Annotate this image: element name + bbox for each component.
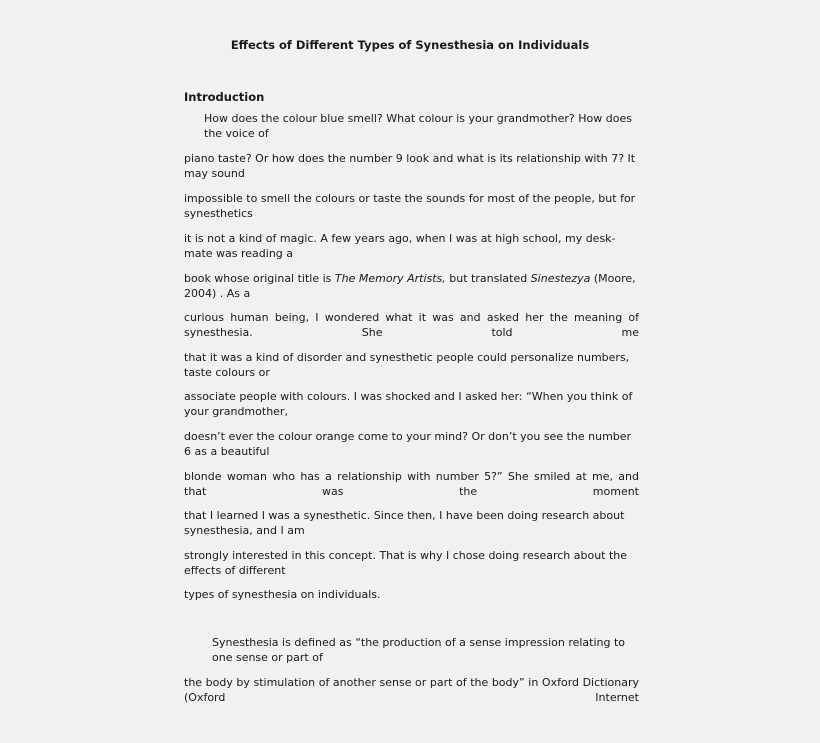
text-run: that I learned I was a synesthetic. Since then, I have been doing research about synesthesia, and I am [184,509,625,537]
text-run: but translated [445,272,531,285]
text-run: impossible to smell the colours or taste the sounds for most of the people, but for synesthetics [184,192,636,220]
body-line [184,635,639,665]
text-run: curious human being, I wondered what it was and asked her the meaning of synesthesia. She told me [184,311,639,339]
text-run: that it was a kind of disorder and synesthetic people could personalize numbers, taste colours or [184,351,630,379]
body-line [184,389,639,419]
text-run: (Moore, 2004) . As a [184,272,636,300]
document-title-text: Effects of Different Types of Synesthesia on Individuals [230,38,590,52]
text-run: the body by stimulation of another sense or part of the body” in Oxford Dictionary (Oxford Internet [184,676,639,704]
body-line [184,548,639,578]
italic-title: Sinestezya [530,272,591,285]
text-run: book whose original title is [184,272,335,285]
italic-title: The Memory Artists, [334,272,446,285]
body-line [184,191,639,221]
text-run: it is not a kind of magic. A few years ago, when I was at high school, my desk-mate was reading a [184,232,616,260]
text-run: types of synesthesia on individuals. [184,588,381,601]
text-run: Synesthesia is defined as “the production of a sense impression relating to one sense or part of [212,636,626,664]
body-line [184,310,639,340]
body-line [184,231,639,261]
body-line [184,271,639,301]
document-title [0,38,820,52]
text-run: How does the colour blue smell? What colour is your grandmother? How does the voice of [204,112,632,140]
text-run: piano taste? Or how does the number 9 look and what is its relationship with 7? It may sound [184,152,636,180]
body-line [184,587,639,602]
body-line [184,675,639,705]
body-line [184,429,639,459]
section-heading: Introduction [184,90,265,104]
body-line [184,151,639,181]
text-run: blonde woman who has a relationship with number 5?” She smiled at me, and that was the moment [184,470,639,498]
text-run: doesn’t ever the colour orange come to your mind? Or don’t you see the number 6 as a beautiful [184,430,632,458]
body-line [184,508,639,538]
text-run: strongly interested in this concept. That is why I chose doing research about the effects of different [184,549,628,577]
body-line [184,350,639,380]
body-line [184,111,639,141]
text-run: associate people with colours. I was shocked and I asked her: “When you think of your grandmother, [184,390,633,418]
body-line [184,469,639,499]
